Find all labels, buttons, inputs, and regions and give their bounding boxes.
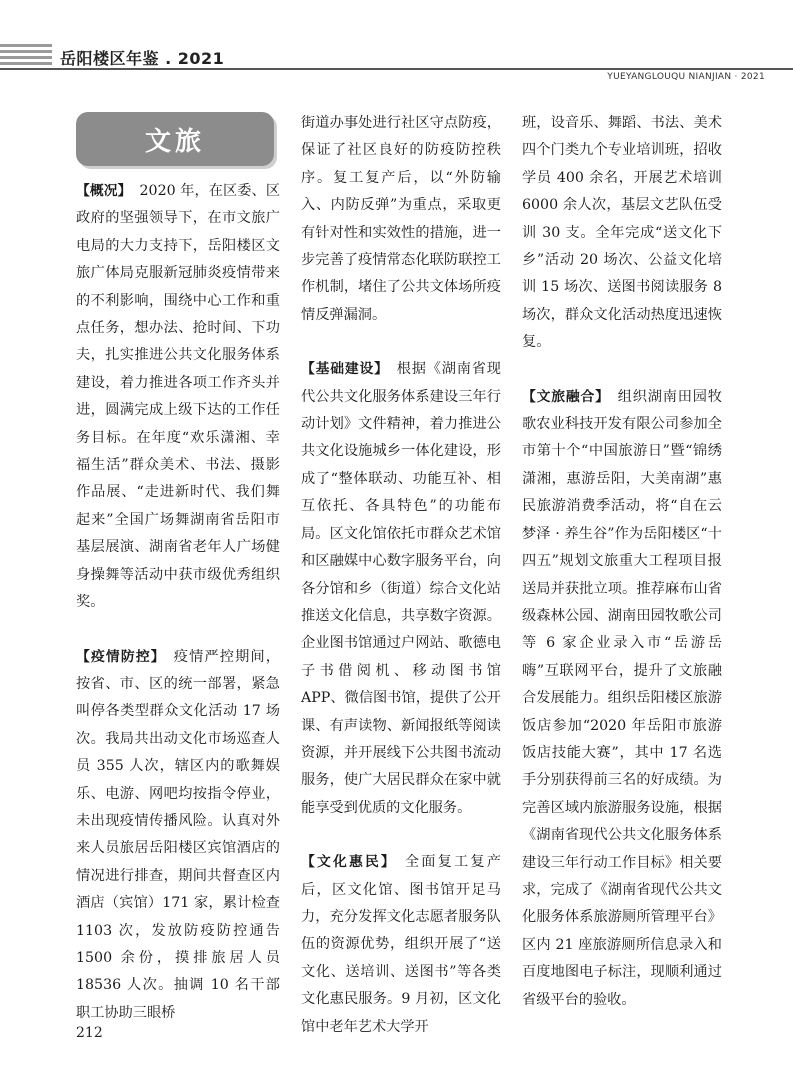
paragraph-body-infrastructure: 根据《湖南省现代公共文化服务体系建设三年行动计划》文件精神，着力推进公共文化设施城乡一体化建设，形成了“整体联动、功能互补、相互依托、各具特色”的功能布局。区文化馆依托市群众艺术馆和区融媒中心数字服务平台，向各分馆和乡（街道）综合文化站推送文化信息，共享数字资源。企业图书馆通过户网站、歌德电子书借阅机、移动图书馆 APP、微信图书馆，提供了公开课、有声读物、新闻报纸等阅读资源，并开展线下公共图书流动服务，使广大居民群众在家中就能享受到优质的文化服务。 [301, 361, 501, 816]
text-column-3 [522, 110, 722, 1041]
paragraph-body-overview: 2020 年，在区委、区政府的坚强领导下，在市文旅广电局的大力支持下，岳阳楼区文旅广体局克服新冠肺炎疫情带来的不利影响，围绕中心工作和重点任务，想办法、抢时间、下功夫，扎实推进公共文化服务体系建设，着力推进各项工作齐头并进，圆满完成上级下达的工作任务目标。在年度“欢乐潇湘、幸福生活”群众美术、书法、摄影作品展、“走进新时代、我们舞起来”全国广场舞湖南省岳阳市基层展演、湖南省老年人广场健身操舞等活动中获市级优秀组织奖。 [76, 183, 281, 611]
section-title-badge [76, 112, 274, 166]
paragraph-body-culture-tourism-integration: 组织湖南田园牧歌农业科技开发有限公司参加全市第十个“中国旅游日”暨“锦绣潇湘，惠游岳阳，大美南湖”惠民旅游消费季活动，将“自在云梦泽 · 养生谷”作为岳阳楼区“十四五”规划文旅重大工程项目报送局并获批立项。推荐麻布山省级森林公园、湖南田园牧歌公司等 6 家企业录入市“岳游岳嗨”互联网平台，提升了文旅融合发展能力。组织岳阳楼区旅游饭店参加“2020 年岳阳市旅游饭店技能大赛”，其中 17 名选手分别获得前三名的好成绩。为完善区域内旅游服务设施，根据《湖南省现代公共文化服务体系建设三年行动工作目标》相关要求，完成了《湖南省现代公共文化服务体系旅游厕所管理平台》区内 21 座旅游厕所信息录入和百度地图电子标注，现顺利通过省级平台的验收。 [522, 388, 722, 1008]
header-rule [0, 68, 793, 70]
running-header [0, 0, 793, 100]
section-title: 文旅 [144, 126, 205, 157]
yearbook-subtitle: YUEYANGLOUQU NIANJIAN · 2021 [607, 72, 765, 82]
paragraph-heading-epidemic-control: 【疫情防控】 [76, 648, 166, 665]
paragraph-culture-tourism-integration [522, 384, 722, 1014]
paragraph-infrastructure [301, 356, 501, 822]
yearbook-title: 岳阳楼区年鉴 . 2021 [60, 49, 225, 68]
paragraph-heading-overview: 【概况】 [76, 183, 132, 199]
header-stripes-decoration [0, 44, 52, 68]
paragraph-heading-infrastructure: 【基础建设】 [301, 361, 389, 378]
paragraph-body-culture-benefits: 全面复工复产后，区文化馆、图书馆开足马力，充分发挥文化志愿者服务队伍的资源优势，组织开展了“送文化、送培训、送图书”等各类文化惠民服务。9 月初，区文化馆中老年艺术大学开 [301, 854, 501, 1035]
text-column-2 [301, 110, 501, 1068]
text-column-1 [76, 178, 280, 1054]
paragraph-heading-culture-benefits: 【文化惠民】 [301, 854, 397, 871]
page-number: 212 [76, 1025, 103, 1041]
paragraph-epidemic-control-continued: 街道办事处进行社区守点防疫，保证了社区良好的防疫防控秩序。复工复产后，以“外防输入、内防反弹”为重点，采取更有针对性和实效性的措施，进一步完善了疫情常态化联防联控工作机制，堵住了公共文体场所疫情反弹漏洞。 [301, 115, 501, 323]
paragraph-epidemic-control [76, 644, 280, 1028]
paragraph-body-epidemic-control: 疫情严控期间，按省、市、区的统一部署，紧急叫停各类型群众文化活动 17 场次。我局共出动文化市场巡查人员 355 人次，辖区内的歌舞娱乐、电游、网吧均按指令停业，未出现疫情传播风险。认真对外来人员旅居岳阳楼区宾馆酒店的情况进行排查，期间共督查区内酒店（宾馆）171 家，累计检查 1103 次，发放防疫防控通告 1500 余份，摸排旅居人员 18536 人次。抽调 10 名干部职工协助三眼桥 [76, 648, 280, 1021]
paragraph-culture-benefits [301, 849, 501, 1041]
paragraph-heading-culture-tourism-integration: 【文旅融合】 [522, 388, 610, 405]
paragraph-culture-benefits-continued: 班，设音乐、舞蹈、书法、美术四个门类九个专业培训班，招收学员 400 余名，开展艺术培训 6000 余人次，基层文艺队伍受训 30 支。全年完成“送文化下乡”活动 20 场次、公益文化培训 15 场次、送图书阅读服务 8 场次，群众文化活动热度迅速恢复。 [522, 115, 722, 351]
paragraph-overview [76, 178, 280, 617]
